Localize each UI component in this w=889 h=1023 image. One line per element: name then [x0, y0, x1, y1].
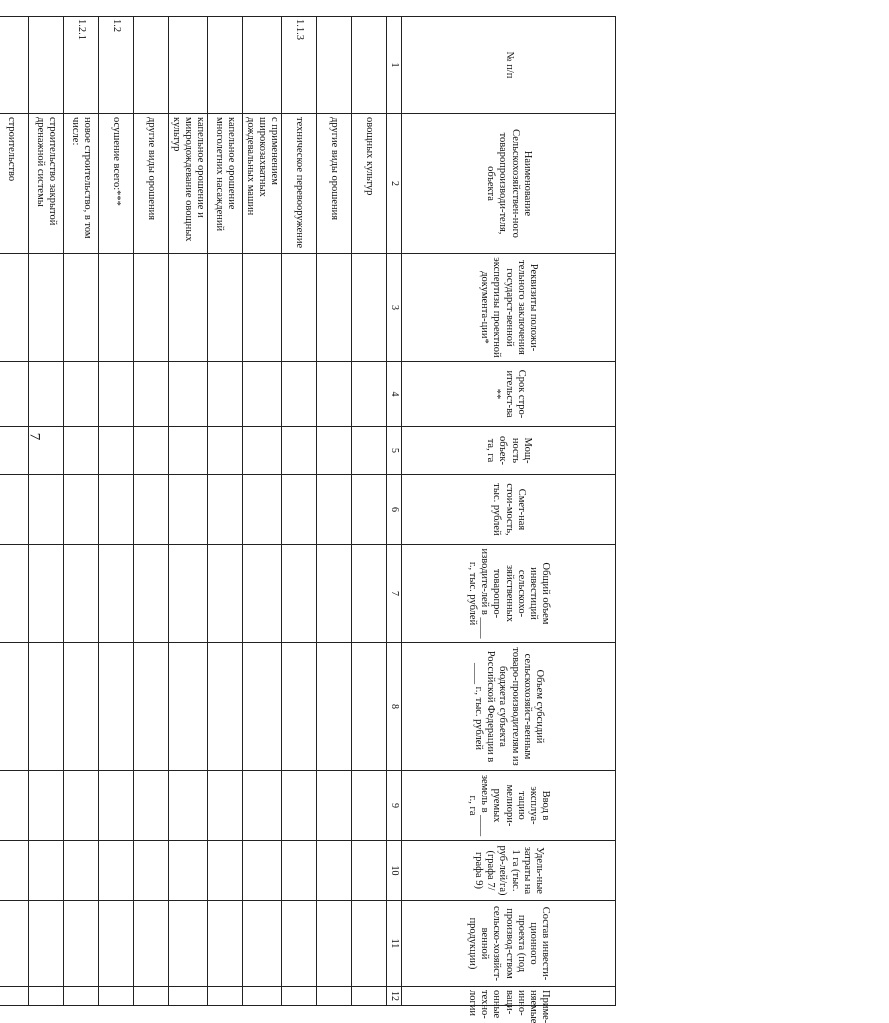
table-row — [207, 17, 242, 1006]
empty-cell — [63, 427, 98, 475]
empty-cell — [98, 362, 133, 427]
empty-cell — [168, 362, 207, 427]
empty-cell — [207, 901, 242, 987]
empty-cell — [28, 362, 63, 427]
row-code: 1.2 — [98, 17, 133, 114]
empty-cell — [98, 427, 133, 475]
empty-cell — [133, 254, 168, 362]
table-row — [352, 17, 387, 1006]
empty-cell — [28, 427, 63, 475]
empty-cell — [133, 987, 168, 1006]
empty-cell — [282, 901, 317, 987]
empty-cell — [207, 545, 242, 643]
empty-cell — [133, 643, 168, 771]
column-header: Реквизиты положи-тельного заключения государст-венной экспертизы проектной документа-ции* — [402, 254, 616, 362]
row-code — [207, 17, 242, 114]
row-name: строительство — [0, 114, 28, 254]
row-code — [168, 17, 207, 114]
empty-cell — [28, 475, 63, 545]
empty-cell — [242, 901, 281, 987]
row-name: строительство закрытой дренажной системы — [28, 114, 63, 254]
empty-cell — [133, 545, 168, 643]
row-code: 1.1.3 — [282, 17, 317, 114]
empty-cell — [0, 427, 28, 475]
empty-cell — [63, 987, 98, 1006]
empty-cell — [0, 987, 28, 1006]
empty-cell — [282, 841, 317, 901]
table-row — [282, 17, 317, 1006]
table-row — [28, 17, 63, 1006]
empty-cell — [63, 901, 98, 987]
table-row — [63, 17, 98, 1006]
column-number: 4 — [387, 362, 402, 427]
column-header: Приме-няемые инно-ваци-онные техно-логии — [402, 987, 616, 1006]
empty-cell — [133, 427, 168, 475]
empty-cell — [352, 362, 387, 427]
row-code — [0, 17, 28, 114]
empty-cell — [0, 901, 28, 987]
column-number: 10 — [387, 841, 402, 901]
empty-cell — [352, 841, 387, 901]
column-header: Объем субсидий сельскохозяйст-венным товаро-производителям из бюджета субъекта Российской Федерации в ____ г., тыс. рублей — [402, 643, 616, 771]
empty-cell — [98, 771, 133, 841]
empty-cell — [133, 475, 168, 545]
row-name: новое строительство, в том числе: — [63, 114, 98, 254]
empty-cell — [0, 254, 28, 362]
column-header: № п/п — [402, 17, 616, 114]
column-header: Ввод в эксплуа-тацию мелиори-руемых земель в ____ г., га — [402, 771, 616, 841]
row-name: овощных культур — [352, 114, 387, 254]
empty-cell — [0, 643, 28, 771]
empty-cell — [207, 643, 242, 771]
table-container — [0, 16, 616, 1023]
empty-cell — [242, 841, 281, 901]
empty-cell — [242, 427, 281, 475]
empty-cell — [98, 987, 133, 1006]
empty-cell — [282, 643, 317, 771]
column-number: 9 — [387, 771, 402, 841]
row-name: другие виды орошения — [133, 114, 168, 254]
empty-cell — [0, 362, 28, 427]
empty-cell — [317, 841, 352, 901]
empty-cell — [63, 475, 98, 545]
empty-cell — [63, 545, 98, 643]
table-row — [0, 17, 28, 1006]
empty-cell — [352, 771, 387, 841]
row-code — [317, 17, 352, 114]
empty-cell — [28, 841, 63, 901]
empty-cell — [207, 254, 242, 362]
row-code — [28, 17, 63, 114]
empty-cell — [63, 362, 98, 427]
empty-cell — [207, 841, 242, 901]
column-number: 2 — [387, 114, 402, 254]
empty-cell — [28, 545, 63, 643]
empty-cell — [242, 643, 281, 771]
empty-cell — [28, 643, 63, 771]
empty-cell — [168, 427, 207, 475]
column-number: 7 — [387, 545, 402, 643]
empty-cell — [352, 987, 387, 1006]
column-number: 3 — [387, 254, 402, 362]
empty-cell — [282, 545, 317, 643]
column-header: Смет-ная стои-мость, тыс. рублей — [402, 475, 616, 545]
empty-cell — [352, 427, 387, 475]
row-name: капельное орошение многолетних насаждений — [207, 114, 242, 254]
empty-cell — [317, 254, 352, 362]
column-number: 12 — [387, 987, 402, 1006]
row-name: капельное орошение и микродождевание овощных культур — [168, 114, 207, 254]
empty-cell — [242, 475, 281, 545]
empty-cell — [352, 643, 387, 771]
empty-cell — [133, 362, 168, 427]
empty-cell — [317, 987, 352, 1006]
empty-cell — [133, 841, 168, 901]
empty-cell — [207, 427, 242, 475]
empty-cell — [352, 475, 387, 545]
row-code: 1.2.1 — [63, 17, 98, 114]
empty-cell — [98, 901, 133, 987]
column-number: 5 — [387, 427, 402, 475]
empty-cell — [63, 771, 98, 841]
empty-cell — [98, 545, 133, 643]
empty-cell — [282, 362, 317, 427]
empty-cell — [168, 254, 207, 362]
empty-cell — [0, 771, 28, 841]
empty-cell — [28, 254, 63, 362]
row-name: с применением широкозахватных дождевальных машин — [242, 114, 281, 254]
empty-cell — [168, 901, 207, 987]
column-number: 6 — [387, 475, 402, 545]
column-number: 11 — [387, 901, 402, 987]
table-row — [168, 17, 207, 1006]
empty-cell — [28, 987, 63, 1006]
column-header: Наименование Сельскохозяйствен-ного товаропроизводи-теля, объекта — [402, 114, 616, 254]
empty-cell — [168, 643, 207, 771]
empty-cell — [317, 901, 352, 987]
empty-cell — [0, 475, 28, 545]
empty-cell — [282, 475, 317, 545]
table-row — [317, 17, 352, 1006]
empty-cell — [317, 771, 352, 841]
empty-cell — [352, 545, 387, 643]
empty-cell — [352, 254, 387, 362]
empty-cell — [317, 545, 352, 643]
column-header: Удель-ные затраты на 1 га (тыс. руб-лей/га) (графа 7/графа 9) — [402, 841, 616, 901]
empty-cell — [133, 901, 168, 987]
empty-cell — [98, 643, 133, 771]
table-body — [0, 17, 616, 1023]
empty-cell — [63, 254, 98, 362]
row-name: техническое перевооружение — [282, 114, 317, 254]
investment-table — [0, 16, 616, 1023]
column-header: Срок стро-ительст-ва ** — [402, 362, 616, 427]
row-code — [352, 17, 387, 114]
empty-cell — [207, 475, 242, 545]
empty-cell — [168, 841, 207, 901]
empty-cell — [168, 987, 207, 1006]
empty-cell — [242, 987, 281, 1006]
empty-cell — [317, 475, 352, 545]
empty-cell — [242, 545, 281, 643]
empty-cell — [317, 427, 352, 475]
empty-cell — [0, 545, 28, 643]
empty-cell — [242, 771, 281, 841]
empty-cell — [282, 427, 317, 475]
column-number: 1 — [387, 17, 402, 114]
empty-cell — [98, 841, 133, 901]
empty-cell — [63, 643, 98, 771]
column-number: 8 — [387, 643, 402, 771]
empty-cell — [242, 254, 281, 362]
empty-cell — [282, 987, 317, 1006]
empty-cell — [63, 841, 98, 901]
row-code — [133, 17, 168, 114]
empty-cell — [0, 841, 28, 901]
empty-cell — [168, 475, 207, 545]
empty-cell — [207, 771, 242, 841]
empty-cell — [168, 545, 207, 643]
empty-cell — [207, 362, 242, 427]
empty-cell — [28, 771, 63, 841]
row-name: осушение всего:*** — [98, 114, 133, 254]
empty-cell — [242, 362, 281, 427]
empty-cell — [133, 771, 168, 841]
row-name: другие виды орошения — [317, 114, 352, 254]
empty-cell — [282, 771, 317, 841]
empty-cell — [28, 901, 63, 987]
empty-cell — [168, 771, 207, 841]
empty-cell — [207, 987, 242, 1006]
empty-cell — [317, 643, 352, 771]
table-row — [133, 17, 168, 1006]
row-code — [242, 17, 281, 114]
empty-cell — [352, 901, 387, 987]
empty-cell — [317, 362, 352, 427]
header-row — [402, 17, 616, 1006]
table-row — [242, 17, 281, 1006]
page-number: 7 — [26, 432, 43, 441]
column-header: Мощ-ность объек-та, га — [402, 427, 616, 475]
column-header: Общий объем инвестиций сельскохо-зяйственных товаропро-изводите-лей в ____ г., тыс. рублей — [402, 545, 616, 643]
table-row — [98, 17, 133, 1006]
empty-cell — [98, 475, 133, 545]
empty-cell — [282, 254, 317, 362]
column-header: Состав инвести-ционного проекта (под производ-ством сельско-хозяйст-венной продукции) — [402, 901, 616, 987]
empty-cell — [98, 254, 133, 362]
column-number-row — [387, 17, 402, 1006]
